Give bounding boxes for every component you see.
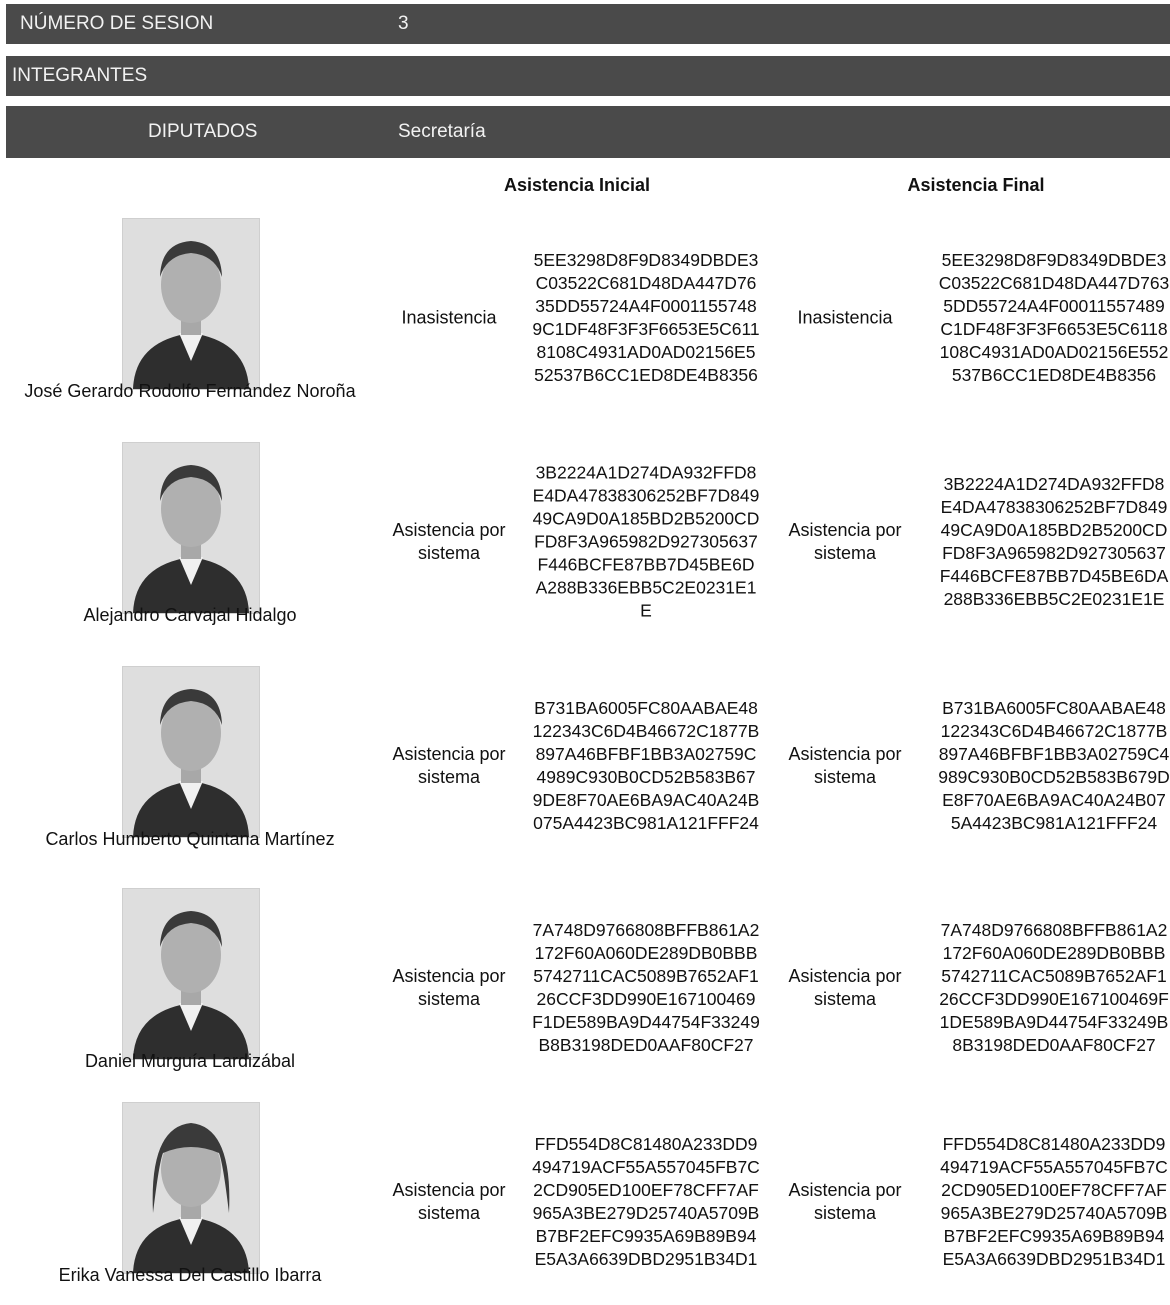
initial-attendance-hash: 5EE3298D8F9D8349DBDE3C03522C681D48DA447D7635DD55724A4F00011557489C1DF48F3F3F6653E5C6118108C4931AD0AD02156E552537B6CC1ED8DE4B8356 (532, 249, 760, 385)
initial-attendance-status: Asistencia por sistema (392, 965, 506, 1009)
final-attendance-status: Inasistencia (797, 307, 893, 327)
member-photo (122, 442, 260, 614)
initial-attendance-status: Asistencia por sistema (392, 1179, 506, 1223)
final-attendance-hash: FFD554D8C81480A233DD9494719ACF55A557045FB7C2CD905ED100EF78CFF7AF965A3BE279D25740A5709BB7BF2EFC9935A69B89B94E5A3A6639DBD2951B34D1 (940, 1133, 1168, 1269)
member-name: Carlos Humberto Quintana Martínez (45, 829, 335, 849)
member-photo (122, 1102, 260, 1274)
column-header-final: Asistencia Final (907, 175, 1045, 195)
final-attendance-status: Asistencia por sistema (788, 1179, 902, 1223)
final-attendance-hash: 3B2224A1D274DA932FFD8E4DA47838306252BF7D84949CA9D0A185BD2B5200CDFD8F3A965982D927305637F446BCFE87BB7D45BE6DA288B336EBB5C2E0231E1E (939, 473, 1169, 609)
final-attendance-hash: 7A748D9766808BFFB861A2172F60A060DE289DB0BBB5742711CAC5089B7652AF126CCF3DD990E167100469F1DE589BA9D44754F33249B8B3198DED0AAF80CF27 (939, 919, 1169, 1055)
members-label: INTEGRANTES (12, 65, 148, 86)
member-row (0, 662, 1170, 869)
member-photo (122, 888, 260, 1060)
final-attendance-status: Asistencia por sistema (788, 965, 902, 1009)
final-attendance-hash: 5EE3298D8F9D8349DBDE3C03522C681D48DA447D7635DD55724A4F00011557489C1DF48F3F3F6653E5C6118108C4931AD0AD02156E552537B6CC1ED8DE4B8356 (938, 249, 1170, 385)
initial-attendance-hash: B731BA6005FC80AABAE48122343C6D4B46672C1877B897A46BFBF1BB3A02759C4989C930B0CD52B583B679DE8F70AE6BA9AC40A24B075A4423BC981A121FFF24 (532, 697, 760, 833)
group-value: Secretaría (398, 121, 486, 142)
initial-attendance-hash: 7A748D9766808BFFB861A2172F60A060DE289DB0BBB5742711CAC5089B7652AF126CCF3DD990E167100469F1DE589BA9D44754F33249B8B3198DED0AAF80CF27 (532, 919, 760, 1055)
session-number-label: NÚMERO DE SESION (20, 13, 214, 34)
members-bar (6, 56, 1170, 96)
member-name: Alejandro Carvajal Hidalgo (83, 605, 297, 625)
member-row (0, 884, 1170, 1091)
final-attendance-status: Asistencia por sistema (788, 519, 902, 563)
member-name: Erika Vanessa Del Castillo Ibarra (58, 1265, 322, 1285)
session-number-value: 3 (398, 13, 409, 34)
initial-attendance-hash: FFD554D8C81480A233DD9494719ACF55A557045FB7C2CD905ED100EF78CFF7AF965A3BE279D25740A5709BB7BF2EFC9935A69B89B94E5A3A6639DBD2951B34D1 (532, 1133, 760, 1269)
column-header-initial: Asistencia Inicial (503, 175, 651, 195)
member-row (0, 214, 1170, 421)
final-attendance-hash: B731BA6005FC80AABAE48122343C6D4B46672C1877B897A46BFBF1BB3A02759C4989C930B0CD52B583B679DE8F70AE6BA9AC40A24B075A4423BC981A121FFF24 (938, 697, 1170, 833)
session-number-bar (6, 4, 1170, 44)
final-attendance-status: Asistencia por sistema (788, 743, 902, 787)
member-row (0, 1098, 1170, 1305)
initial-attendance-hash: 3B2224A1D274DA932FFD8E4DA47838306252BF7D84949CA9D0A185BD2B5200CDFD8F3A965982D927305637F446BCFE87BB7D45BE6DA288B336EBB5C2E0231E1E (532, 462, 760, 620)
member-name: Daniel Murguía Lardizábal (84, 1051, 296, 1071)
initial-attendance-status: Inasistencia (401, 307, 497, 327)
initial-attendance-status: Asistencia por sistema (392, 743, 506, 787)
group-bar (6, 106, 1170, 158)
group-label: DIPUTADOS (148, 121, 258, 142)
member-photo (122, 218, 260, 390)
member-photo (122, 666, 260, 838)
member-row (0, 438, 1170, 645)
member-name: José Gerardo Rodolfo Fernández Noroña (24, 381, 356, 401)
initial-attendance-status: Asistencia por sistema (392, 519, 506, 563)
